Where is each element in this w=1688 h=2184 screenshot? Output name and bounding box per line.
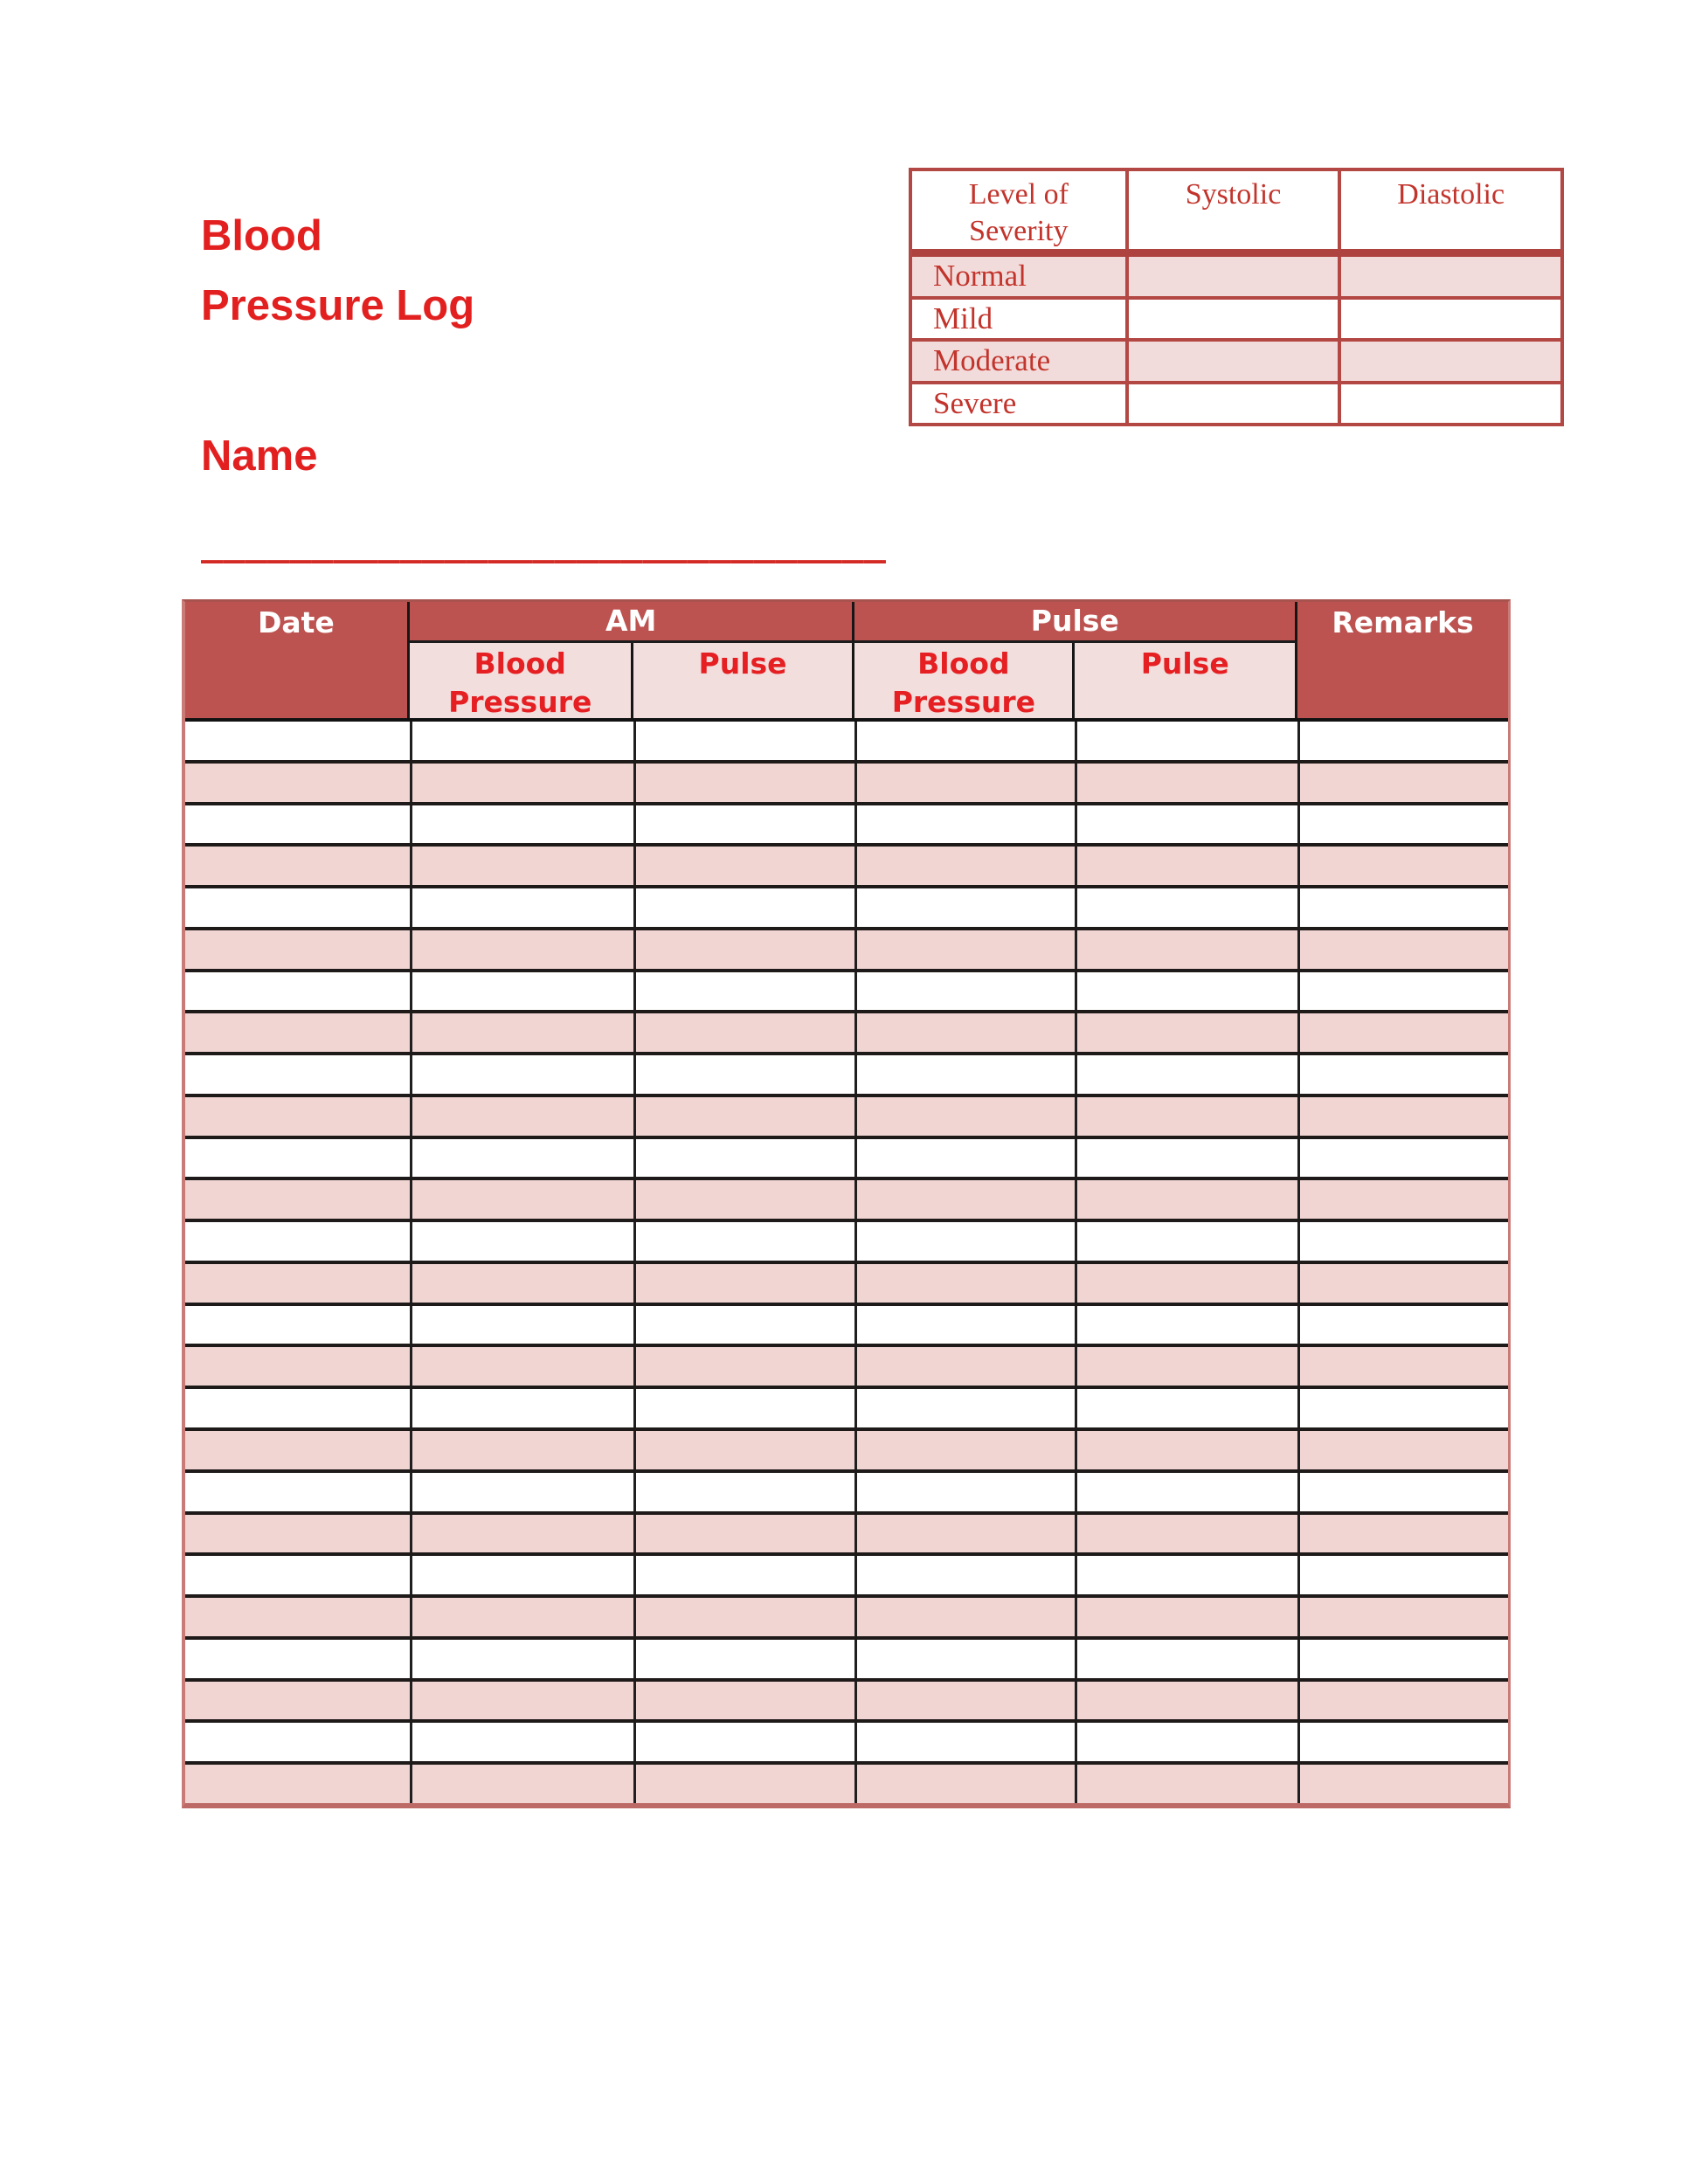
severity-level-label: Mild <box>933 301 993 335</box>
table-row <box>185 1136 1508 1178</box>
log-cell-pm-blood-pressure[interactable] <box>854 1556 1075 1594</box>
table-row <box>185 969 1508 1011</box>
log-cell-date[interactable] <box>185 1723 410 1761</box>
log-cell-am-pulse[interactable] <box>633 1139 855 1178</box>
log-cell-pm-pulse[interactable] <box>1075 1723 1297 1761</box>
log-cell-am-pulse[interactable] <box>633 1097 855 1136</box>
log-cell-date[interactable] <box>185 972 410 1011</box>
log-cell-am-blood-pressure[interactable] <box>410 764 633 802</box>
log-cell-am-pulse[interactable] <box>633 1682 855 1720</box>
log-cell-am-pulse[interactable] <box>633 1556 855 1594</box>
log-cell-remarks[interactable] <box>1297 1306 1508 1344</box>
log-cell-pm-blood-pressure[interactable] <box>854 1013 1075 1052</box>
log-cell-remarks[interactable] <box>1297 1389 1508 1427</box>
log-cell-pm-blood-pressure[interactable] <box>854 1515 1075 1553</box>
bp-log-table <box>182 599 1511 1808</box>
log-cell-date[interactable] <box>185 1139 410 1178</box>
log-cell-pm-pulse[interactable] <box>1075 1640 1297 1678</box>
table-row <box>185 1552 1508 1594</box>
log-cell-am-pulse[interactable] <box>633 930 855 969</box>
severity-table <box>909 168 1564 426</box>
log-cell-date[interactable] <box>185 1055 410 1094</box>
table-row <box>185 760 1508 802</box>
log-cell-am-pulse[interactable] <box>633 888 855 927</box>
log-cell-remarks[interactable] <box>1297 1264 1508 1303</box>
log-cell-am-blood-pressure[interactable] <box>410 1139 633 1178</box>
log-cell-date[interactable] <box>185 1682 410 1720</box>
severity-row-mild <box>912 296 1560 339</box>
severity-diastolic-cell[interactable] <box>1338 300 1560 339</box>
log-cell-remarks[interactable] <box>1297 1640 1508 1678</box>
severity-header-systolic: Systolic <box>1125 171 1339 250</box>
table-row <box>185 802 1508 844</box>
table-row <box>185 927 1508 969</box>
log-cell-am-blood-pressure[interactable] <box>410 1306 633 1344</box>
log-cell-am-pulse[interactable] <box>633 1640 855 1678</box>
log-cell-am-blood-pressure[interactable] <box>410 1180 633 1219</box>
table-row <box>185 1219 1508 1261</box>
table-row <box>185 1719 1508 1761</box>
log-cell-pm-blood-pressure[interactable] <box>854 1222 1075 1261</box>
log-cell-pm-pulse[interactable] <box>1075 1556 1297 1594</box>
severity-header-diastolic: Diastolic <box>1338 171 1560 250</box>
table-row <box>185 1010 1508 1052</box>
page-title <box>201 201 474 341</box>
log-cell-pm-blood-pressure[interactable] <box>854 1640 1075 1678</box>
log-cell-remarks[interactable] <box>1297 930 1508 969</box>
log-cell-am-pulse[interactable] <box>633 1055 855 1094</box>
log-cell-am-blood-pressure[interactable] <box>410 1640 633 1678</box>
table-row <box>185 1594 1508 1636</box>
log-cell-remarks[interactable] <box>1297 764 1508 802</box>
table-row <box>185 1052 1508 1094</box>
log-cell-am-blood-pressure[interactable] <box>410 1682 633 1720</box>
log-cell-date[interactable] <box>185 1556 410 1594</box>
log-cell-am-blood-pressure[interactable] <box>410 1013 633 1052</box>
subheader-am-pulse: Pulse <box>633 643 855 718</box>
subheader-pm-blood-pressure: Blood Pressure <box>854 643 1075 718</box>
log-cell-am-blood-pressure[interactable] <box>410 1347 633 1386</box>
log-cell-pm-pulse[interactable] <box>1075 1264 1297 1303</box>
log-cell-pm-pulse[interactable] <box>1075 1347 1297 1386</box>
severity-systolic-cell[interactable] <box>1125 257 1339 296</box>
log-cell-am-blood-pressure[interactable] <box>410 972 633 1011</box>
severity-level-label: Severe <box>933 385 1017 420</box>
subheader-pm-pulse: Pulse <box>1075 643 1297 718</box>
log-cell-pm-pulse[interactable] <box>1075 1222 1297 1261</box>
log-cell-date[interactable] <box>185 764 410 802</box>
table-row <box>185 1386 1508 1427</box>
log-cell-remarks[interactable] <box>1297 1765 1508 1803</box>
log-cell-pm-pulse[interactable] <box>1075 1765 1297 1803</box>
log-cell-pm-blood-pressure[interactable] <box>854 930 1075 969</box>
log-cell-am-pulse[interactable] <box>633 1347 855 1386</box>
table-row <box>185 885 1508 927</box>
severity-table-header <box>912 171 1560 257</box>
log-cell-am-blood-pressure[interactable] <box>410 1222 633 1261</box>
log-cell-am-blood-pressure[interactable] <box>410 1264 633 1303</box>
log-cell-pm-blood-pressure[interactable] <box>854 1389 1075 1427</box>
log-cell-am-blood-pressure[interactable] <box>410 1473 633 1511</box>
log-cell-pm-pulse[interactable] <box>1075 1431 1297 1469</box>
log-cell-am-blood-pressure[interactable] <box>410 1556 633 1594</box>
severity-level-label: Moderate <box>933 343 1051 378</box>
log-cell-am-pulse[interactable] <box>633 972 855 1011</box>
log-cell-am-pulse[interactable] <box>633 1431 855 1469</box>
log-cell-pm-pulse[interactable] <box>1075 930 1297 969</box>
log-cell-pm-blood-pressure[interactable] <box>854 1765 1075 1803</box>
severity-header-level: Level of Severity <box>968 178 1069 247</box>
subheader-am-blood-pressure: Blood Pressure <box>410 643 633 718</box>
severity-row-normal <box>912 257 1560 296</box>
log-cell-date[interactable] <box>185 1222 410 1261</box>
name-label: Name <box>201 432 318 480</box>
log-cell-pm-pulse[interactable] <box>1075 764 1297 802</box>
log-cell-date[interactable] <box>185 1097 410 1136</box>
log-cell-remarks[interactable] <box>1297 1013 1508 1052</box>
log-cell-pm-blood-pressure[interactable] <box>854 1139 1075 1178</box>
log-cell-date[interactable] <box>185 888 410 927</box>
log-cell-date[interactable] <box>185 1640 410 1678</box>
log-cell-pm-blood-pressure[interactable] <box>854 1264 1075 1303</box>
log-cell-am-pulse[interactable] <box>633 722 855 760</box>
log-cell-remarks[interactable] <box>1297 1556 1508 1594</box>
bp-log-table-body <box>185 722 1508 1803</box>
table-row <box>185 1427 1508 1469</box>
log-cell-pm-pulse[interactable] <box>1075 1180 1297 1219</box>
log-cell-date[interactable] <box>185 722 410 760</box>
log-cell-am-blood-pressure[interactable] <box>410 1055 633 1094</box>
log-cell-date[interactable] <box>185 805 410 844</box>
log-cell-pm-pulse[interactable] <box>1075 805 1297 844</box>
log-cell-remarks[interactable] <box>1297 1723 1508 1761</box>
log-cell-remarks[interactable] <box>1297 1431 1508 1469</box>
severity-systolic-cell[interactable] <box>1125 384 1339 424</box>
table-row <box>185 1261 1508 1303</box>
log-cell-am-blood-pressure[interactable] <box>410 1765 633 1803</box>
log-cell-date[interactable] <box>185 1389 410 1427</box>
log-cell-pm-pulse[interactable] <box>1075 1013 1297 1052</box>
log-cell-am-pulse[interactable] <box>633 805 855 844</box>
log-cell-am-pulse[interactable] <box>633 1723 855 1761</box>
log-cell-pm-blood-pressure[interactable] <box>854 722 1075 760</box>
severity-row-severe <box>912 381 1560 424</box>
log-cell-pm-pulse[interactable] <box>1075 1139 1297 1178</box>
log-cell-pm-blood-pressure[interactable] <box>854 1347 1075 1386</box>
log-cell-am-blood-pressure[interactable] <box>410 847 633 885</box>
log-cell-pm-pulse[interactable] <box>1075 888 1297 927</box>
log-cell-pm-pulse[interactable] <box>1075 1473 1297 1511</box>
log-cell-am-pulse[interactable] <box>633 1473 855 1511</box>
log-cell-date[interactable] <box>185 1306 410 1344</box>
log-cell-date[interactable] <box>185 1598 410 1636</box>
log-cell-remarks[interactable] <box>1297 1347 1508 1386</box>
severity-diastolic-cell[interactable] <box>1338 342 1560 381</box>
table-row <box>185 722 1508 760</box>
log-cell-remarks[interactable] <box>1297 1515 1508 1553</box>
table-row <box>185 1303 1508 1344</box>
severity-level-label: Normal <box>933 259 1027 294</box>
name-fill-line[interactable]: _______________________________ <box>201 521 886 563</box>
log-cell-pm-blood-pressure[interactable] <box>854 847 1075 885</box>
page-title-line-1: Blood <box>201 212 322 259</box>
log-cell-am-blood-pressure[interactable] <box>410 1097 633 1136</box>
severity-row-moderate <box>912 338 1560 381</box>
log-cell-pm-pulse[interactable] <box>1075 1598 1297 1636</box>
log-cell-am-blood-pressure[interactable] <box>410 1431 633 1469</box>
log-cell-pm-pulse[interactable] <box>1075 722 1297 760</box>
log-cell-pm-pulse[interactable] <box>1075 1515 1297 1553</box>
severity-systolic-cell[interactable] <box>1125 342 1339 381</box>
log-cell-am-pulse[interactable] <box>633 764 855 802</box>
table-row <box>185 1344 1508 1386</box>
log-cell-date[interactable] <box>185 1180 410 1219</box>
log-cell-remarks[interactable] <box>1297 1682 1508 1720</box>
column-header-remarks: Remarks <box>1297 602 1508 718</box>
severity-systolic-cell[interactable] <box>1125 300 1339 339</box>
log-cell-pm-blood-pressure[interactable] <box>854 1723 1075 1761</box>
log-cell-date[interactable] <box>185 930 410 969</box>
log-cell-am-pulse[interactable] <box>633 1264 855 1303</box>
table-row <box>185 1678 1508 1720</box>
log-cell-remarks[interactable] <box>1297 847 1508 885</box>
log-cell-am-blood-pressure[interactable] <box>410 1389 633 1427</box>
log-cell-pm-pulse[interactable] <box>1075 847 1297 885</box>
log-cell-pm-blood-pressure[interactable] <box>854 972 1075 1011</box>
log-cell-pm-blood-pressure[interactable] <box>854 1598 1075 1636</box>
page-title-line-2: Pressure Log <box>201 282 475 329</box>
log-cell-pm-pulse[interactable] <box>1075 1306 1297 1344</box>
log-cell-date[interactable] <box>185 1013 410 1052</box>
log-cell-pm-blood-pressure[interactable] <box>854 1055 1075 1094</box>
log-cell-pm-blood-pressure[interactable] <box>854 888 1075 927</box>
severity-diastolic-cell[interactable] <box>1338 384 1560 424</box>
log-cell-remarks[interactable] <box>1297 1598 1508 1636</box>
table-row <box>185 1469 1508 1511</box>
log-cell-am-blood-pressure[interactable] <box>410 1598 633 1636</box>
table-row <box>185 1511 1508 1553</box>
bp-log-table-header <box>185 602 1508 722</box>
log-cell-date[interactable] <box>185 1264 410 1303</box>
log-cell-remarks[interactable] <box>1297 972 1508 1011</box>
column-group-pulse: Pulse <box>854 602 1297 643</box>
log-cell-pm-blood-pressure[interactable] <box>854 1431 1075 1469</box>
log-cell-date[interactable] <box>185 1765 410 1803</box>
table-row <box>185 1094 1508 1136</box>
log-cell-pm-blood-pressure[interactable] <box>854 1306 1075 1344</box>
table-row <box>185 1761 1508 1803</box>
log-cell-remarks[interactable] <box>1297 1055 1508 1094</box>
log-cell-am-pulse[interactable] <box>633 1389 855 1427</box>
log-cell-pm-pulse[interactable] <box>1075 1055 1297 1094</box>
column-group-am: AM <box>410 602 855 643</box>
log-cell-am-pulse[interactable] <box>633 847 855 885</box>
log-cell-remarks[interactable] <box>1297 805 1508 844</box>
log-cell-date[interactable] <box>185 1347 410 1386</box>
log-cell-am-pulse[interactable] <box>633 1765 855 1803</box>
log-cell-pm-pulse[interactable] <box>1075 1682 1297 1720</box>
log-cell-pm-blood-pressure[interactable] <box>854 1473 1075 1511</box>
log-cell-am-pulse[interactable] <box>633 1515 855 1553</box>
log-cell-pm-pulse[interactable] <box>1075 1389 1297 1427</box>
log-cell-date[interactable] <box>185 847 410 885</box>
log-cell-am-pulse[interactable] <box>633 1222 855 1261</box>
log-cell-date[interactable] <box>185 1431 410 1469</box>
log-cell-remarks[interactable] <box>1297 888 1508 927</box>
log-cell-am-blood-pressure[interactable] <box>410 1723 633 1761</box>
log-cell-date[interactable] <box>185 1473 410 1511</box>
log-cell-remarks[interactable] <box>1297 1097 1508 1136</box>
table-row <box>185 1177 1508 1219</box>
severity-diastolic-cell[interactable] <box>1338 257 1560 296</box>
log-cell-remarks[interactable] <box>1297 1139 1508 1178</box>
log-cell-pm-blood-pressure[interactable] <box>854 805 1075 844</box>
log-cell-pm-blood-pressure[interactable] <box>854 764 1075 802</box>
log-cell-pm-pulse[interactable] <box>1075 1097 1297 1136</box>
log-cell-am-pulse[interactable] <box>633 1013 855 1052</box>
column-header-date: Date <box>185 602 410 718</box>
table-row <box>185 843 1508 885</box>
log-cell-pm-blood-pressure[interactable] <box>854 1682 1075 1720</box>
log-cell-am-blood-pressure[interactable] <box>410 930 633 969</box>
log-cell-am-pulse[interactable] <box>633 1598 855 1636</box>
log-cell-remarks[interactable] <box>1297 1473 1508 1511</box>
log-cell-am-pulse[interactable] <box>633 1180 855 1219</box>
log-cell-pm-blood-pressure[interactable] <box>854 1180 1075 1219</box>
log-cell-am-blood-pressure[interactable] <box>410 805 633 844</box>
log-cell-pm-blood-pressure[interactable] <box>854 1097 1075 1136</box>
log-cell-am-blood-pressure[interactable] <box>410 722 633 760</box>
log-cell-pm-pulse[interactable] <box>1075 972 1297 1011</box>
log-cell-remarks[interactable] <box>1297 722 1508 760</box>
log-cell-am-blood-pressure[interactable] <box>410 1515 633 1553</box>
table-row <box>185 1636 1508 1678</box>
log-cell-remarks[interactable] <box>1297 1222 1508 1261</box>
log-cell-date[interactable] <box>185 1515 410 1553</box>
log-cell-am-pulse[interactable] <box>633 1306 855 1344</box>
log-cell-am-blood-pressure[interactable] <box>410 888 633 927</box>
log-cell-remarks[interactable] <box>1297 1180 1508 1219</box>
